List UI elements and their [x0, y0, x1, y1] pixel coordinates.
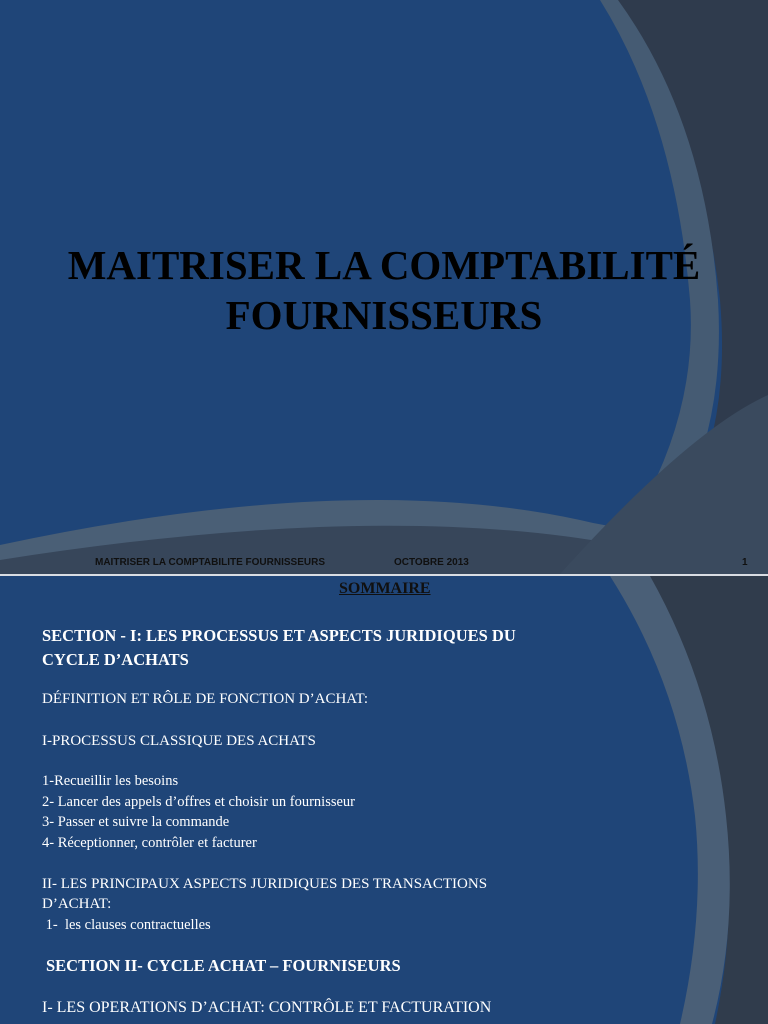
aspects-entry-line1: II- LES PRINCIPAUX ASPECTS JURIDIQUES DES TRANSACTIONS: [42, 876, 488, 892]
aspects-entry-line2: D’ACHAT:: [42, 896, 112, 912]
list-item: 3- Passer et suivre la commande: [42, 814, 230, 830]
footer-page-number: 1: [742, 557, 748, 568]
definition-entry: DÉFINITION ET RÔLE DE FONCTION D’ACHAT:: [42, 691, 369, 707]
section1-title-line2: CYCLE D’ACHATS: [42, 650, 189, 669]
operations-entry: I- LES OPERATIONS D’ACHAT: CONTRÔLE ET FACTURATION: [42, 999, 492, 1016]
list-item: 4- Réceptionner, contrôler et facturer: [42, 834, 257, 851]
section2-title: SECTION II- CYCLE ACHAT – FOURNISEURS: [46, 956, 401, 975]
footer-date: OCTOBRE 2013: [394, 557, 469, 568]
footer-title: MAITRISER LA COMPTABILITE FOURNISSEURS: [95, 557, 325, 568]
processus-entry: I-PROCESSUS CLASSIQUE DES ACHATS: [42, 733, 316, 749]
section1-title-line1: SECTION - I: LES PROCESSUS ET ASPECTS JURIDIQUES DU: [42, 626, 516, 645]
slide-title: [0, 240, 768, 340]
slide-title-line1: MAITRISER LA COMPTABILITÉ: [67, 242, 701, 288]
slide-title-line2: FOURNISSEURS: [225, 292, 543, 338]
summary-heading: SOMMAIRE: [339, 580, 431, 597]
section1-title: [42, 624, 516, 672]
list-item: 1-Recueillir les besoins: [42, 773, 179, 789]
clauses-entry: 1- les clauses contractuelles: [42, 917, 211, 933]
process-steps-list: [42, 771, 355, 853]
aspects-entry: [42, 874, 487, 914]
list-item: 2- Lancer des appels d’offres et choisir un fournisseur: [42, 793, 355, 810]
